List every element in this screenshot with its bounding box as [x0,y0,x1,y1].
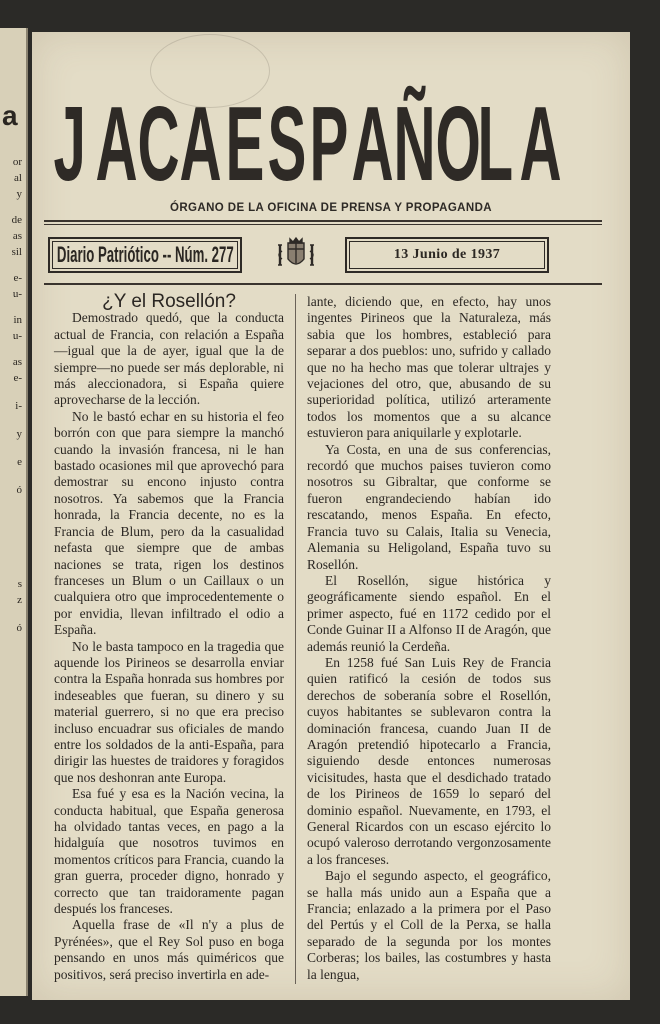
issue-box [48,237,242,273]
article-heading: ¿Y el Rosellón? [102,291,236,312]
adjacent-text-fragment: i- [15,400,22,412]
adjacent-text-fragment: u- [12,288,22,300]
article-column-left [54,291,284,983]
article-paragraph: El Rosellón, sigue histórica y geográficamente siendo español. En el primer aspecto, fué en 1172 cedido por el Conde Guinar II a Alfonso II de Aragón, que además reunió la Cerdeña. [307,572,551,654]
adjacent-text-fragment: al [14,172,22,184]
article-paragraph: lante, diciendo que, en efecto, hay unos ingentes Pirineos que la Naturaleza, más sabia que los hombres, estableció para separar a dos pueblos: uno, sufrido y callado que no ha hecho mas que tolerar ultrajes y vejaciones del otro, que, abusando de su superioridad política, utilizó arteramente todos los momentos que a su alcance estuvieron para aniquilarle y explotarle. [307,294,551,441]
date-box [345,237,549,273]
adjacent-text-fragment: ó [16,484,22,496]
masthead-letter: E [225,85,265,203]
masthead-subtitle: ÓRGANO DE LA OFICINA DE PRENSA Y PROPAGANDA [170,202,492,214]
article-paragraph: No le basta tampoco en la tragedia que aquende los Pirineos se desarrolla enviar contra la España honrada sus hombres por indeseables que fueran, su dinero y su material guerrero, si no que era preciso incluso encuadrar sus oficiales de mando entre los soldados de la anti-España, para dirigir las huestes de traidores y foragidos que nos deshonran ante Europa. [54,638,284,785]
adjacent-text-fragment: de [11,214,22,226]
adjacent-text-fragment: y [16,428,22,440]
masthead-letter: C [137,85,180,203]
masthead-title [44,85,562,203]
issue-number: Diario Patriótico -- Núm. 277 [56,242,234,267]
divider-rule [44,283,602,285]
masthead-letter: A [179,85,222,203]
divider-rule [44,224,602,225]
masthead-letter: Ñ [393,85,436,203]
adjacent-page-letter: a [2,100,18,131]
adjacent-text-fragment: as [12,356,22,368]
adjacent-text-fragment: in [13,314,22,326]
article-paragraph: Bajo el segundo aspecto, el geográfico, se halla más unido aun a España que a Francia; enlazado a la primera por el Paso del Pertús y el Coll de la Perxa, se halla separado de la segunda por los montes Corberas; los bailes, las costumbres y hasta la lengua, [307,868,551,982]
masthead-letter: A [519,85,562,203]
adjacent-text-fragment: e- [13,372,22,384]
coat-of-arms-icon [274,235,318,275]
article-paragraph: Ya Costa, en una de sus conferencias, recordó que muchos paises tuvieron como nosotros su Gibraltar, que conforme se fueron engrandeciendo habían ido rescatando, menos España. En efecto, Francia tuvo su Calais, Italia su Venecia, Alemania su Heligoland, España tuvo su Rosellón. [307,441,551,572]
column-divider [295,294,296,984]
masthead-letter: P [309,85,349,203]
adjacent-text-fragment: or [12,156,22,168]
newspaper-page [32,32,630,1000]
article-paragraph: Esa fué y esa es la Nación vecina, la conducta habitual, que España generosa ha olvidado tantas veces, en pago a la hidalguía que nosotros tuvimos en momentos críticos para Francia, cuando la gran guerra, proceder digno, honrado y correcto que tan traidoramente pagan después los franceses. [54,786,284,917]
adjacent-text-fragment: u- [12,330,22,342]
issue-date: 13 Junio de 1937 [349,241,545,269]
adjacent-text-fragment: y [16,188,22,200]
adjacent-text-fragment: z [17,594,22,606]
article-paragraph: En 1258 fué San Luis Rey de Francia quien ratificó la cesión de todos sus derechos de soberanía sobre el Rosellón, cuyos habitantes se sublevaron contra la dominación francesa, cuando Juan II de Aragón pretendió hipotecarlo a Francia, siguiendo desde entonces numerosas vicisitudes, hasta que el desdichado tratado de los Pirineos de 1659 lo separó del dominio español. Nuevamente, en 1793, el General Ricardos con un escaso ejército lo ocupó valeroso derrotando vergonzosamente a los franceses. [307,654,551,867]
masthead-letter: O [435,85,481,203]
article-paragraph: Demostrado quedó, que la conducta actual de Francia, con relación a España—igual que la de ayer, igual que la de siempre—no puede ser más deplorable, ni más aleccionadora, si España quiere aprovecharse de la lección. [54,310,284,408]
adjacent-text-fragment: e- [13,272,22,284]
article-column-right [307,294,551,983]
divider-rule [44,220,602,222]
adjacent-text-fragment: e [17,456,22,468]
article-paragraph: Aquella frase de «Il n'y a plus de Pyrénées», que el Rey Sol puso en boga pensando en unos más quiméricos que positivos, será preciso invertirla en ade- [54,917,284,982]
article-paragraph: No le bastó echar en su historia el feo borrón con que para siempre la manchó cuando la invasión francesa, ni le han bastado ocasiones mil que aprovechó para demostrar su encono injusto contra nosotros. Ya sabemos que la Francia honrada, la Francia decente, no es la Francia de Blum, pero da la casualidad nefasta que siempre que de ambas naciones se trata, rigen los destinos franceses un Blum o un Caillaux o un cualquiera otro que improcedentemente o por envidia, llevan infiltrado el odio a España. [54,408,284,638]
masthead-letter: A [95,85,138,203]
adjacent-text-fragment: sil [11,246,22,258]
masthead-letter: L [477,85,514,203]
masthead-letter: A [351,85,394,203]
adjacent-text-fragment: ó [16,622,22,634]
masthead-letter: S [267,85,307,203]
adjacent-page-edge [0,28,28,996]
adjacent-text-fragment: as [12,230,22,242]
masthead-letter: J [53,85,86,203]
adjacent-text-fragment: s [17,578,22,590]
